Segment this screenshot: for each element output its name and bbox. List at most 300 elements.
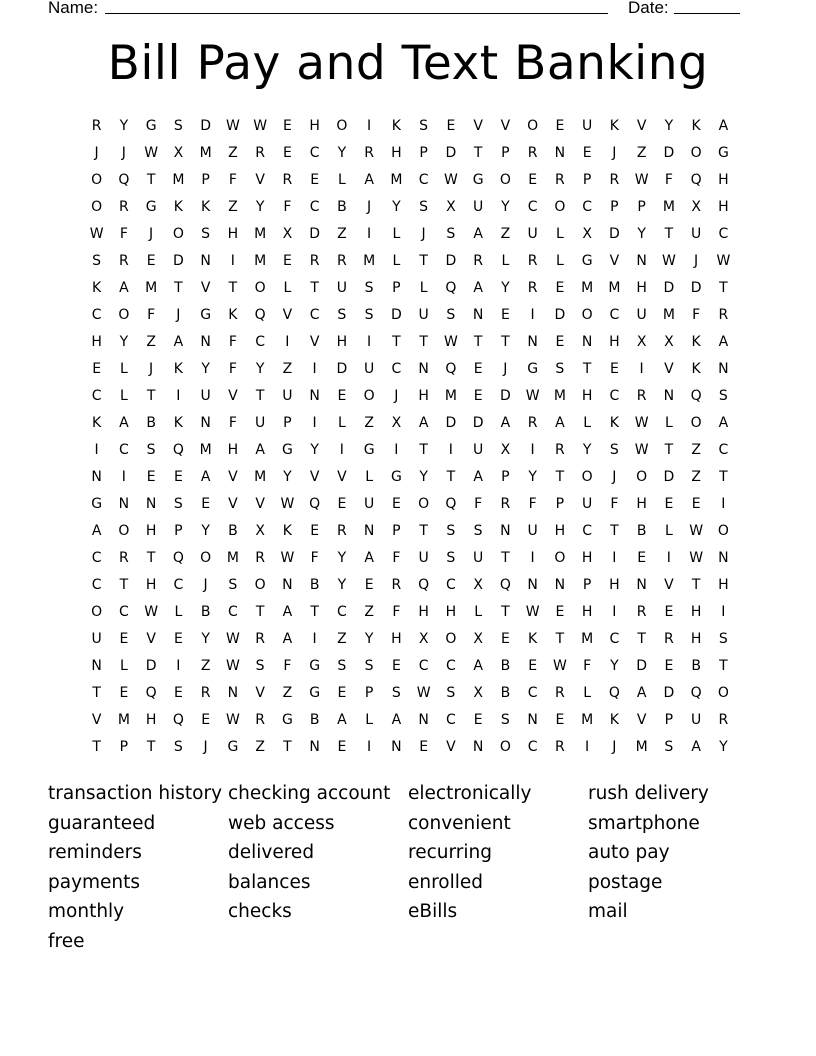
grid-letter: F [392,604,401,620]
grid-letter: E [473,361,483,377]
grid-letter: D [636,658,648,674]
grid-letter: V [282,307,293,323]
grid-letter: A [473,226,483,242]
grid-letter: J [149,226,154,242]
grid-letter: U [527,523,538,539]
grid-letter: T [555,469,565,485]
grid-letter: E [391,496,401,512]
grid-letter: N [391,739,402,755]
grid-letter: B [500,658,511,674]
grid-letter: C [582,523,593,539]
grid-letter: H [581,550,593,566]
grid-letter: E [310,172,320,188]
grid-letter: T [283,739,292,755]
grid-letter: F [692,307,701,323]
grid-letter: W [225,631,240,647]
grid-letter: S [446,550,456,566]
grid-letter: F [392,550,401,566]
grid-letter: M [581,280,594,296]
grid-letter: X [446,199,456,215]
grid-letter: S [228,577,238,593]
grid-letter: T [146,550,156,566]
grid-letter: E [310,523,320,539]
grid-row [83,734,739,761]
grid-letter: V [255,172,265,188]
grid-letter: R [255,145,265,161]
grid-letter: Z [337,631,347,647]
grid-letter: Y [201,631,210,647]
grid-letter: D [499,388,511,404]
grid-letter: Z [200,658,211,674]
grid-letter: Q [445,280,457,296]
grid-letter: N [91,469,102,485]
grid-letter: D [172,253,184,269]
grid-letter: Y [719,739,728,755]
grid-letter: H [581,604,593,620]
grid-letter: J [203,739,208,755]
grid-letter: R [200,685,211,701]
grid-letter: L [337,172,346,188]
grid-letter: K [528,631,538,647]
grid-letter: T [146,172,156,188]
grid-letter: X [473,631,483,647]
grid-letter: E [500,307,510,323]
grid-letter: N [118,496,130,512]
grid-letter: G [363,442,375,458]
grid-letter: Z [691,469,701,485]
grid-letter: Y [364,631,374,647]
grid-letter: S [364,658,374,674]
grid-letter: Y [119,118,129,134]
grid-letter: D [336,361,348,377]
grid-letter: U [255,415,266,431]
grid-letter: F [528,496,537,512]
grid-letter: E [555,604,565,620]
word-bank-item: convenient [408,812,511,834]
grid-letter: V [228,496,238,512]
grid-letter: I [394,442,399,458]
grid-letter: Y [255,361,265,377]
grid-letter: C [391,361,402,377]
grid-letter: M [172,172,185,188]
grid-letter: V [309,334,320,350]
grid-letter: G [527,361,539,377]
grid-letter: K [691,334,701,350]
word-bank-item: web access [228,812,335,834]
grid-letter: Q [690,172,702,188]
grid-letter: O [172,226,184,242]
grid-letter: H [718,172,729,188]
grid-letter: O [581,469,593,485]
date-blank-line[interactable] [674,13,740,14]
grid-letter: J [176,307,181,323]
grid-letter: O [581,307,593,323]
grid-letter: I [585,739,590,755]
grid-letter: C [582,199,593,215]
grid-letter: S [146,442,156,458]
grid-letter: R [555,739,565,755]
grid-letter: A [718,118,729,134]
grid-letter: D [663,280,675,296]
grid-letter: R [636,388,647,404]
grid-letter: Y [283,469,292,485]
grid-letter: A [391,712,402,728]
grid-letter: Z [228,145,238,161]
grid-letter: W [525,604,540,620]
grid-letter: T [310,604,319,620]
grid-letter: E [555,280,565,296]
grid-letter: C [718,442,729,458]
grid-letter: E [337,496,347,512]
word-bank-item: balances [228,871,311,893]
word-bank-item: transaction history [48,783,223,804]
grid-letter: F [474,496,483,512]
grid-letter: C [173,577,184,593]
grid-letter: R [718,307,729,323]
grid-letter: H [445,604,457,620]
grid-letter: F [119,226,128,242]
grid-letter: H [636,280,647,296]
grid-letter: V [255,685,265,701]
grid-letter: K [92,415,102,431]
grid-letter: U [691,226,702,242]
grid-letter: T [92,739,101,755]
grid-letter: Z [691,442,701,458]
grid-row [83,518,739,545]
grid-row [83,113,739,140]
grid-letter: Z [337,226,347,242]
grid-letter: F [310,550,319,566]
header-line [48,0,748,20]
grid-letter: T [501,334,510,350]
grid-letter: O [91,604,103,620]
grid-letter: G [281,712,293,728]
grid-letter: Z [282,685,293,701]
grid-letter: W [689,550,704,566]
grid-letter: N [581,334,593,350]
grid-letter: E [664,658,674,674]
grid-letter: R [664,631,674,647]
grid-letter: N [200,415,211,431]
grid-letter: T [637,631,646,647]
grid-letter: I [666,550,671,566]
grid-letter: C [609,631,620,647]
grid-letter: P [610,199,619,215]
grid-letter: P [637,199,646,215]
grid-letter: H [309,118,320,134]
grid-letter: S [664,739,674,755]
grid-row [83,491,739,518]
grid-letter: U [473,199,484,215]
grid-letter: C [445,712,456,728]
grid-letter: H [718,577,729,593]
grid-letter: M [226,550,239,566]
grid-letter: L [119,361,128,377]
grid-letter: E [528,172,538,188]
grid-letter: V [91,712,102,728]
grid-letter: G [145,118,157,134]
grid-letter: N [363,523,375,539]
grid-letter: Y [201,523,210,539]
grid-letter: R [555,442,565,458]
grid-letter: H [391,145,402,161]
grid-letter: S [446,226,456,242]
grid-letter: H [690,631,702,647]
grid-letter: X [582,226,592,242]
grid-letter: D [608,226,620,242]
grid-letter: W [443,334,458,350]
grid-letter: V [664,577,674,593]
grid-letter: X [473,577,483,593]
grid-letter: H [418,388,429,404]
grid-letter: M [662,307,675,323]
grid-letter: D [309,226,321,242]
grid-letter: I [612,604,617,620]
word-bank-item: mail [588,901,628,923]
grid-letter: C [227,604,238,620]
grid-letter: D [445,415,457,431]
grid-letter: L [555,253,564,269]
grid-letter: E [173,685,183,701]
grid-letter: X [282,226,293,242]
grid-letter: T [392,334,401,350]
grid-letter: N [527,712,538,728]
grid-letter: C [118,604,129,620]
grid-letter: K [609,118,619,134]
grid-letter: G [309,685,321,701]
grid-letter: R [527,253,538,269]
grid-letter: P [582,577,592,593]
word-bank-item: monthly [48,901,125,923]
grid-letter: O [445,631,457,647]
grid-letter: N [636,253,647,269]
grid-letter: U [364,361,375,377]
grid-letter: W [525,388,540,404]
grid-letter: X [500,442,511,458]
word-bank-item: free [48,930,85,952]
grid-letter: P [364,685,374,701]
grid-letter: L [583,685,592,701]
grid-letter: Y [337,577,347,593]
grid-letter: A [473,280,483,296]
grid-row [83,140,739,167]
grid-letter: I [639,361,644,377]
grid-letter: H [227,226,239,242]
grid-letter: E [337,388,347,404]
grid-row [83,275,739,302]
grid-letter: R [255,550,265,566]
grid-letter: T [719,280,728,296]
grid-letter: Y [501,280,510,296]
word-bank-item: postage [588,871,663,893]
grid-letter: K [92,280,102,296]
grid-letter: H [336,334,348,350]
grid-letter: W [253,118,268,134]
grid-letter: Q [608,685,620,701]
grid-letter: P [582,172,592,188]
grid-letter: N [282,577,293,593]
grid-letter: Q [145,685,157,701]
grid-letter: E [473,388,483,404]
grid-letter: T [419,253,428,269]
grid-letter: U [336,280,347,296]
grid-letter: L [419,280,428,296]
word-search-grid [83,113,739,761]
grid-letter: D [663,145,675,161]
grid-letter: V [636,712,647,728]
grid-letter: O [554,199,566,215]
grid-letter: S [473,523,483,539]
grid-letter: U [418,550,429,566]
grid-letter: X [391,415,402,431]
grid-letter: F [228,361,237,377]
grid-letter: I [312,631,317,647]
grid-letter: S [337,658,347,674]
grid-letter: I [367,226,372,242]
grid-letter: W [552,658,567,674]
grid-letter: E [637,550,647,566]
grid-letter: Q [445,496,457,512]
grid-letter: A [418,415,429,431]
grid-letter: J [203,577,208,593]
grid-letter: U [418,307,429,323]
grid-letter: Q [445,361,457,377]
grid-letter: A [119,415,129,431]
grid-letter: B [691,658,701,674]
grid-letter: A [282,604,293,620]
grid-row [83,545,739,572]
grid-letter: N [554,145,566,161]
grid-letter: L [501,253,510,269]
grid-letter: A [200,469,211,485]
grid-letter: E [146,253,156,269]
grid-letter: O [118,523,130,539]
grid-letter: P [501,469,510,485]
date-label: Date: [628,0,669,17]
grid-letter: Z [364,415,374,431]
grid-letter: X [173,145,184,161]
grid-letter: T [719,658,728,674]
grid-letter: K [691,118,701,134]
grid-letter: R [309,253,320,269]
grid-letter: G [227,739,239,755]
page-title: Bill Pay and Text Banking [107,36,709,91]
grid-letter: M [363,253,376,269]
grid-letter: N [527,577,538,593]
grid-letter: D [663,685,675,701]
grid-letter: O [91,199,103,215]
grid-letter: K [609,712,619,728]
grid-letter: L [119,658,128,674]
grid-letter: O [499,739,511,755]
grid-letter: J [694,253,699,269]
grid-row [83,680,739,707]
grid-letter: X [636,334,647,350]
grid-letter: I [530,442,535,458]
grid-letter: H [718,199,729,215]
grid-letter: R [282,172,293,188]
grid-letter: Z [364,604,374,620]
name-blank-line[interactable] [105,13,608,14]
grid-letter: C [91,307,102,323]
grid-letter: R [718,712,729,728]
grid-letter: I [530,307,535,323]
grid-letter: T [719,469,728,485]
grid-letter: U [473,550,484,566]
grid-letter: C [418,658,429,674]
grid-letter: Q [418,577,430,593]
grid-letter: A [173,334,184,350]
grid-letter: A [473,469,483,485]
grid-letter: M [117,712,130,728]
grid-letter: A [473,658,483,674]
grid-letter: L [119,388,128,404]
grid-letter: F [583,658,592,674]
grid-letter: S [173,118,183,134]
grid-letter: H [418,604,429,620]
grid-letter: A [500,415,511,431]
grid-letter: C [91,550,102,566]
grid-letter: T [228,280,238,296]
grid-letter: A [636,685,647,701]
grid-letter: N [200,253,211,269]
grid-letter: H [391,631,402,647]
grid-letter: H [581,388,593,404]
grid-letter: R [391,577,402,593]
grid-letter: A [691,739,701,755]
grid-letter: V [636,118,647,134]
grid-letter: E [364,577,374,593]
grid-letter: N [663,388,675,404]
grid-letter: Z [636,145,647,161]
grid-letter: I [530,550,535,566]
grid-letter: M [199,145,212,161]
grid-letter: R [337,523,347,539]
grid-letter: I [312,415,317,431]
grid-letter: N [309,739,320,755]
grid-letter: D [145,658,157,674]
grid-letter: K [282,523,292,539]
grid-letter: O [254,280,266,296]
grid-letter: M [254,226,267,242]
grid-letter: W [225,118,240,134]
grid-letter: O [717,523,729,539]
grid-letter: I [121,469,126,485]
grid-letter: N [636,577,647,593]
grid-letter: X [691,199,701,215]
grid-row [83,329,739,356]
grid-letter: W [225,658,240,674]
word-bank-item: electronically [408,783,532,804]
grid-letter: G [91,496,103,512]
grid-letter: H [145,523,157,539]
grid-letter: I [312,361,317,377]
grid-letter: N [472,307,484,323]
grid-letter: W [280,550,295,566]
grid-letter: J [121,145,126,161]
grid-letter: Y [501,199,510,215]
grid-letter: X [418,631,429,647]
grid-letter: S [364,280,374,296]
word-bank-item: enrolled [408,871,484,893]
grid-letter: T [664,226,674,242]
grid-row [83,410,739,437]
grid-letter: R [255,712,265,728]
grid-letter: F [610,496,619,512]
grid-row [83,464,739,491]
grid-letter: S [92,253,102,269]
grid-letter: F [283,199,292,215]
